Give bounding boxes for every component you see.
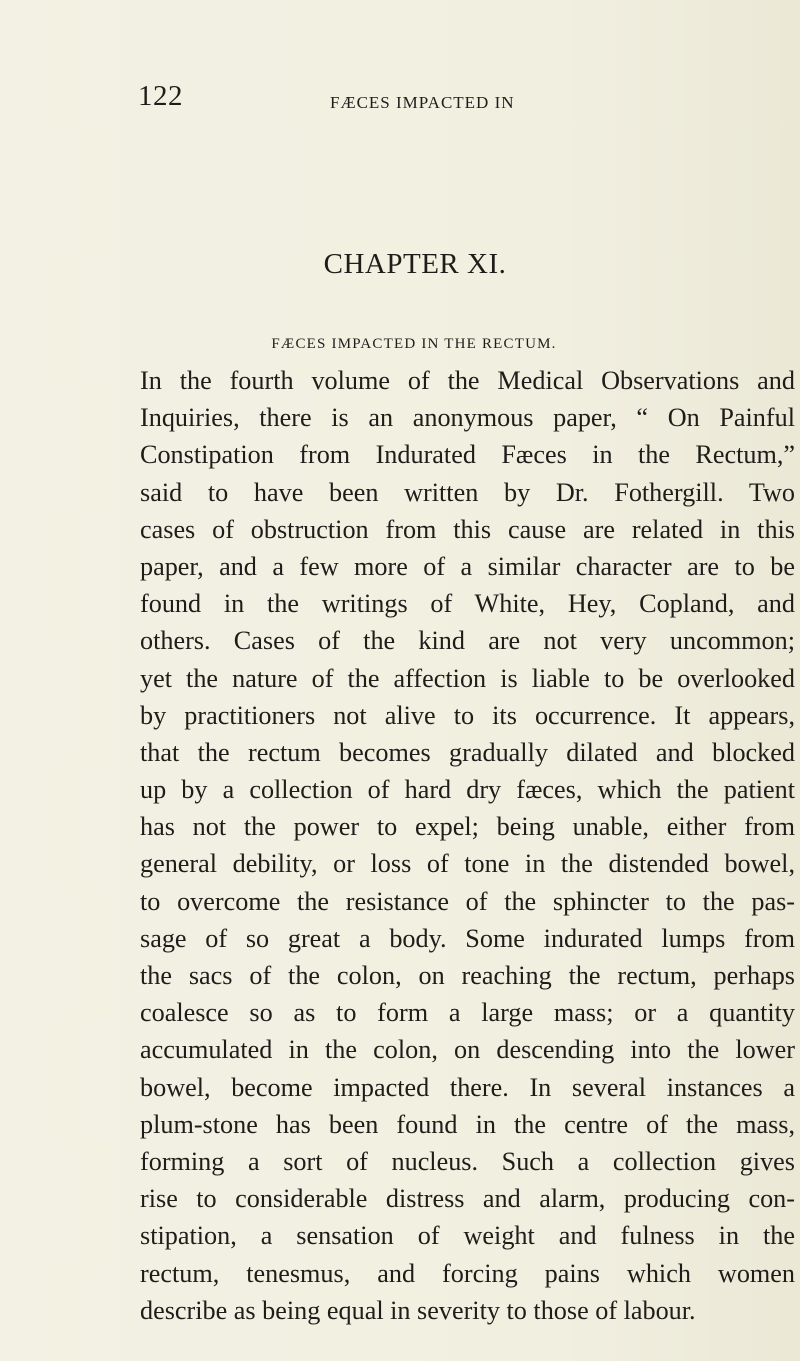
- page-number: 122: [138, 80, 183, 112]
- text-line: by practitioners not alive to its occurrence. It appears,: [140, 700, 795, 730]
- text-line: found in the writings of White, Hey, Copland, and: [140, 589, 795, 619]
- text-line: has not the power to expel; being unable, either from: [140, 812, 795, 842]
- section-title: FÆCES IMPACTED IN THE RECTUM.: [271, 336, 557, 352]
- text-line: yet the nature of the affection is liable to be overlooked: [140, 663, 795, 693]
- text-line: Constipation from Indurated Fæces in the Rectum,”: [140, 440, 795, 470]
- text-line: cases of obstruction from this cause are related in this: [140, 514, 795, 544]
- text-line: accumulated in the colon, on descending into the lower: [140, 1035, 795, 1065]
- text-line: said to have been written by Dr. Fothergill. Two: [140, 477, 795, 507]
- text-line: forming a sort of nucleus. Such a collection gives: [140, 1146, 795, 1176]
- running-head: FÆCES IMPACTED IN: [330, 93, 515, 112]
- chapter-title: CHAPTER XI.: [323, 248, 507, 280]
- text-line: rise to considerable distress and alarm, producing con-: [140, 1184, 795, 1214]
- text-line: plum-stone has been found in the centre of the mass,: [140, 1109, 795, 1139]
- text-line: to overcome the resistance of the sphincter to the pas-: [140, 886, 795, 916]
- text-line: that the rectum becomes gradually dilated and blocked: [140, 737, 795, 767]
- text-line: coalesce so as to form a large mass; or a quantity: [140, 998, 795, 1028]
- text-line: bowel, become impacted there. In several instances a: [140, 1072, 795, 1102]
- text-line: stipation, a sensation of weight and fulness in the: [140, 1221, 795, 1251]
- text-line: describe as being equal in severity to those of labour.: [140, 1295, 696, 1325]
- text-line: the sacs of the colon, on reaching the rectum, perhaps: [140, 961, 795, 990]
- text-line: others. Cases of the kind are not very uncommon;: [140, 626, 795, 656]
- text-line: Inquiries, there is an anonymous paper, “ On Painful: [140, 403, 795, 433]
- text-line: general debility, or loss of tone in the distended bowel,: [140, 849, 795, 879]
- text-line: In the fourth volume of the Medical Observations and: [140, 366, 795, 395]
- text-line: paper, and a few more of a similar character are to be: [140, 551, 795, 581]
- text-line: up by a collection of hard dry fæces, which the patient: [140, 775, 795, 805]
- body-paragraph: [140, 362, 795, 1329]
- text-line: sage of so great a body. Some indurated lumps from: [140, 923, 795, 953]
- text-line: rectum, tenesmus, and forcing pains which women: [140, 1258, 795, 1288]
